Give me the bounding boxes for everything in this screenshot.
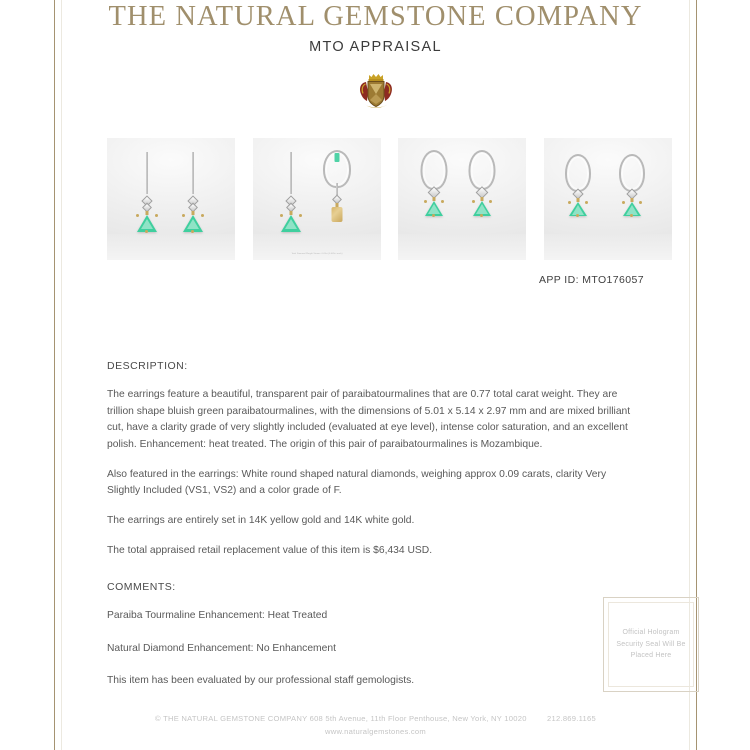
- description-paragraph-4: The total appraised retail replacement value of this item is $6,434 USD.: [107, 544, 433, 556]
- product-photo-2[interactable]: [253, 138, 381, 260]
- hologram-inner-border: [608, 602, 694, 687]
- document-body: [107, 360, 642, 706]
- product-photo-1[interactable]: [107, 138, 235, 260]
- comment-line-2: Natural Diamond Enhancement: No Enhancement: [107, 642, 336, 654]
- comment-line-3: This item has been evaluated by our professional staff gemologists.: [107, 675, 415, 687]
- company-title: THE NATURAL GEMSTONE COMPANY: [108, 1, 643, 32]
- document-footer: [62, 714, 689, 736]
- description-heading: DESCRIPTION:: [107, 360, 188, 372]
- hologram-seal-text: Official Hologram Security Seal Will Be Placed Here: [616, 629, 686, 660]
- app-id-label: APP ID: MTO176057: [538, 274, 644, 286]
- comments-section: [107, 581, 642, 689]
- photo-caption: Total Diamond Weight Stones: 0.09ct (0.045ct each): [291, 253, 343, 255]
- photo-floor: [253, 234, 381, 260]
- heraldic-crest-icon: [356, 70, 396, 114]
- product-photo-strip: [107, 138, 672, 260]
- footer-phone: 212.869.1165: [547, 714, 596, 723]
- hologram-seal-placeholder: [603, 597, 699, 692]
- description-paragraph-3: The earrings are entirely set in 14K yellow gold and 14K white gold.: [107, 515, 415, 527]
- product-photo-4[interactable]: [544, 138, 672, 260]
- crest-container: [62, 70, 689, 114]
- description-paragraph-2: Also featured in the earrings: White round shaped natural diamonds, weighing approx 0.09 carats, clarity Very Slightly Included (VS1, VS2) and a color grade of F.: [107, 468, 607, 497]
- footer-address-line: [62, 714, 689, 723]
- photo-floor: [398, 234, 526, 260]
- comment-line-1: Paraiba Tourmaline Enhancement: Heat Treated: [107, 610, 328, 622]
- product-photo-3[interactable]: [398, 138, 526, 260]
- footer-website[interactable]: www.naturalgemstones.com: [325, 727, 426, 736]
- photo-floor: [544, 234, 672, 260]
- description-paragraph-1: The earrings feature a beautiful, transparent pair of paraibatourmalines that are 0.77 total carat weight. They are trillion shape bluish green paraibatourmalines, with the dimensions of 5.01 x 5.14 x 2.97 mm and are mixed brilliant cut, have a clarity grade of very slightly included (evaluated at eye level), intense color saturation, and an excellent polish. Enhancement: heat treated. The origin of this pair of paraibatourmalines is Mozambique.: [107, 389, 631, 451]
- comments-heading: COMMENTS:: [107, 581, 176, 594]
- document-subtitle: MTO APPRAISAL: [309, 38, 442, 55]
- document-header: [62, 0, 689, 55]
- page-border-rule-left: [54, 0, 55, 750]
- appraisal-document: [62, 0, 689, 750]
- footer-company-address: © THE NATURAL GEMSTONE COMPANY 608 5th Avenue, 11th Floor Penthouse, New York, NY 10020: [155, 714, 527, 723]
- photo-floor: [107, 234, 235, 260]
